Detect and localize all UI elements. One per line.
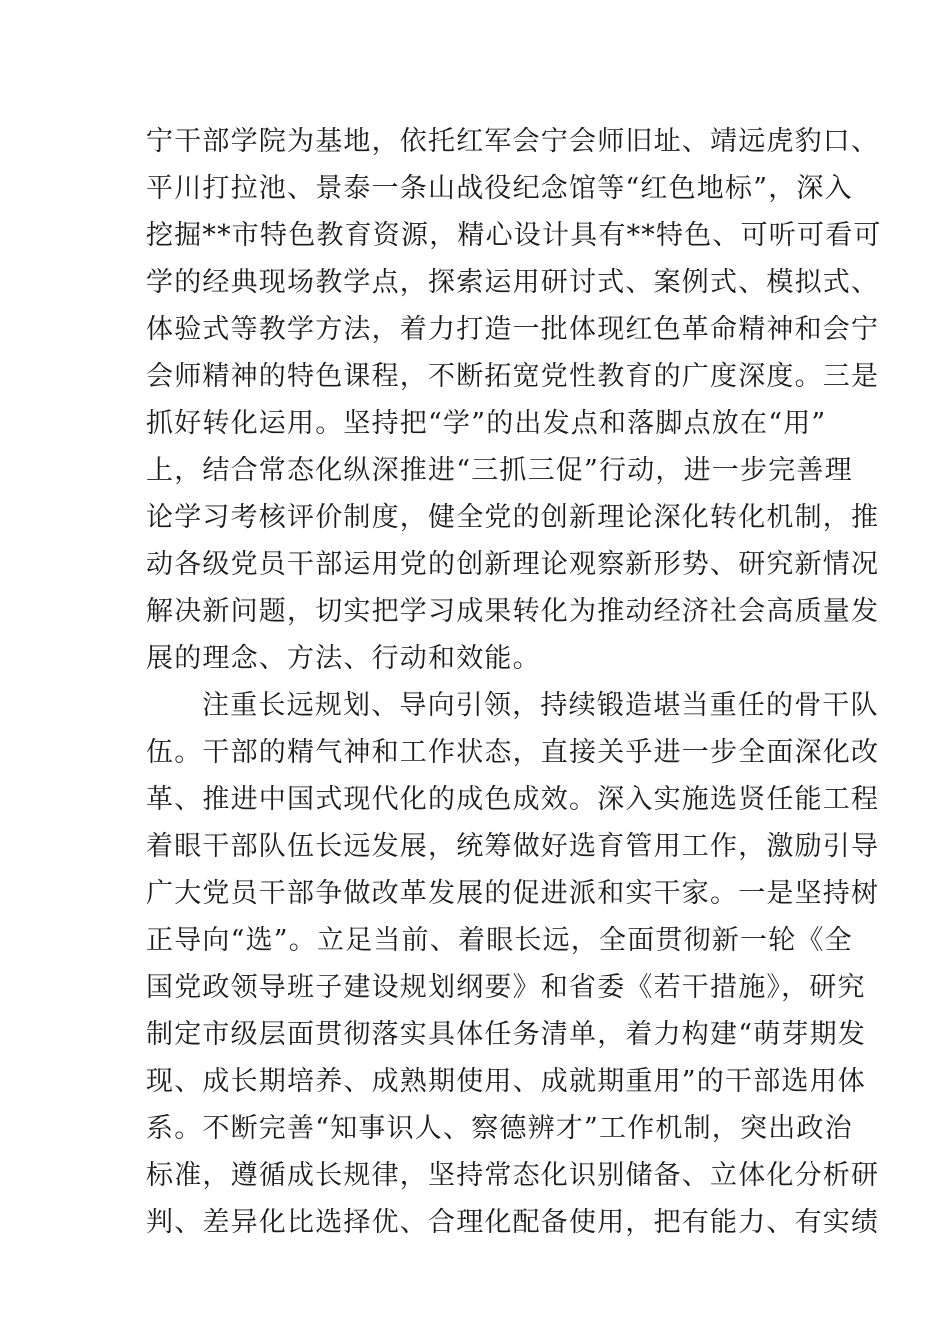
text-line: 正导向“选”。立足当前、着眼长远，全面贯彻新一轮《全 <box>146 925 853 956</box>
text-line: 宁干部学院为基地，依托红军会宁会师旧址、靖远虎豹口、 <box>146 126 880 157</box>
text-line: 标准，遵循成长规律，坚持常态化识别储备、立体化分析研 <box>146 1160 880 1191</box>
text-line: 现、成长期培养、成熟期使用、成就期重用”的干部选用体 <box>146 1066 867 1097</box>
text-line: 挖掘**市特色教育资源，精心设计具有**特色、可听可看可 <box>146 220 882 251</box>
body-text <box>146 118 882 1246</box>
text-line: 注重长远规划、导向引领，持续锻造堪当重任的骨干队 <box>202 690 879 721</box>
text-line: 体验式等教学方法，着力打造一批体现红色革命精神和会宁 <box>146 314 880 345</box>
text-line: 动各级党员干部运用党的创新理论观察新形势、研究新情况 <box>146 549 880 580</box>
text-line: 着眼干部队伍长远发展，统筹做好选育管用工作，激励引导 <box>146 831 880 862</box>
text-line: 论学习考核评价制度，健全党的创新理论深化转化机制，推 <box>146 502 880 533</box>
text-line: 解决新问题，切实把学习成果转化为推动经济社会高质量发 <box>146 596 880 627</box>
text-line: 抓好转化运用。坚持把“学”的出发点和落脚点放在“用” <box>146 408 827 439</box>
text-line: 上，结合常态化纵深推进“三抓三促”行动，进一步完善理 <box>146 455 853 486</box>
text-line: 学的经典现场教学点，探索运用研讨式、案例式、模拟式、 <box>146 267 880 298</box>
text-line: 系。不断完善“知事识人、察德辨才”工作机制，突出政治 <box>146 1113 853 1144</box>
text-line: 伍。干部的精气神和工作状态，直接关乎进一步全面深化改 <box>146 737 880 768</box>
text-line: 革、推进中国式现代化的成色成效。深入实施选贤任能工程 <box>146 784 880 815</box>
paragraph-2 <box>146 682 880 1246</box>
text-line: 广大党员干部争做改革发展的促进派和实干家。一是坚持树 <box>146 878 880 909</box>
paragraph-1 <box>146 118 882 682</box>
text-line: 展的理念、方法、行动和效能。 <box>146 643 541 674</box>
text-line: 平川打拉池、景泰一条山战役纪念馆等“红色地标”，深入 <box>146 173 853 204</box>
text-line: 会师精神的特色课程，不断拓宽党性教育的广度深度。三是 <box>146 361 880 392</box>
text-line: 制定市级层面贯彻落实具体任务清单，着力构建“萌芽期发 <box>146 1019 867 1050</box>
text-line: 国党政领导班子建设规划纲要》和省委《若干措施》，研究 <box>146 972 866 1003</box>
text-line: 判、差异化比选择优、合理化配备使用，把有能力、有实绩 <box>146 1207 880 1238</box>
